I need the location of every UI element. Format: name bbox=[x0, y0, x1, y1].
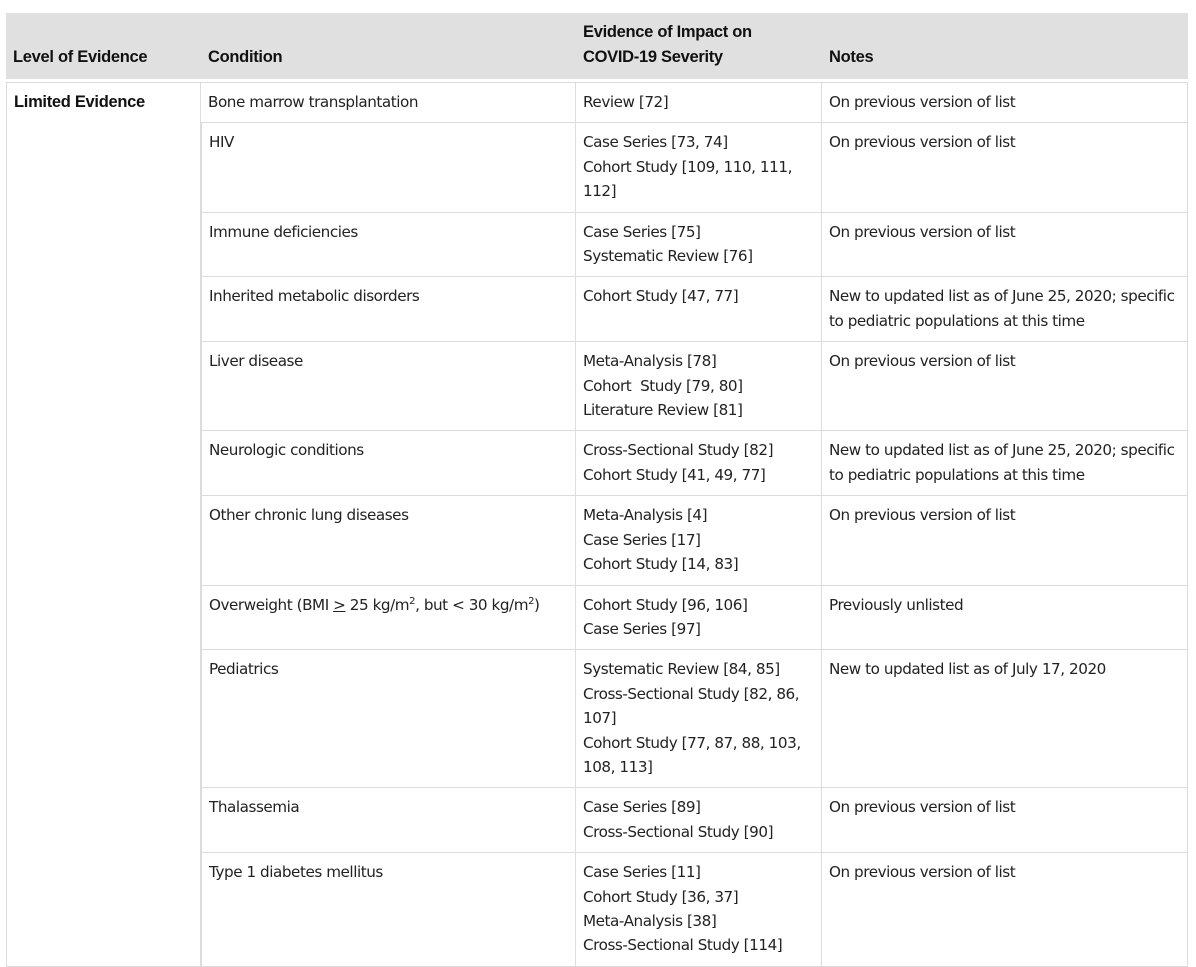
evidence-item: Case Series [17] bbox=[583, 530, 701, 549]
evidence-item: Cohort Study [77, 87, 88, 103, 108, 113] bbox=[583, 733, 801, 776]
condition-cell: Bone marrow transplantation bbox=[201, 83, 576, 123]
header-evidence-line2: COVID-19 Severity bbox=[583, 47, 723, 66]
notes-cell: On previous version of list bbox=[822, 342, 1188, 431]
evidence-cell bbox=[576, 788, 822, 853]
evidence-item: Meta-Analysis [78] bbox=[583, 352, 717, 371]
evidence-item: Cohort Study [36, 37] bbox=[583, 887, 739, 906]
condition-text-mid1: 25 kg/m bbox=[345, 595, 410, 614]
header-level: Level of Evidence bbox=[6, 13, 201, 79]
evidence-item: Systematic Review [76] bbox=[583, 247, 753, 266]
greater-equal-symbol: > bbox=[333, 595, 346, 614]
header-evidence-line1: Evidence of Impact on bbox=[583, 23, 752, 41]
evidence-cell bbox=[576, 586, 822, 651]
evidence-table bbox=[6, 13, 1188, 967]
table-row bbox=[6, 83, 1188, 123]
evidence-item: Systematic Review [84, 85] bbox=[583, 660, 780, 679]
condition-text-pre: Overweight (BMI bbox=[209, 595, 334, 614]
condition-cell: Pediatrics bbox=[201, 650, 576, 788]
notes-cell: New to updated list as of July 17, 2020 bbox=[822, 650, 1188, 788]
evidence-item: Cohort Study [41, 49, 77] bbox=[583, 465, 766, 484]
condition-cell: Inherited metabolic disorders bbox=[201, 277, 576, 342]
table-header bbox=[6, 13, 1188, 83]
superscript-2: 2 bbox=[528, 595, 534, 607]
evidence-table-container bbox=[6, 13, 1188, 967]
superscript-2: 2 bbox=[409, 595, 416, 607]
evidence-item: Literature Review [81] bbox=[583, 401, 743, 420]
evidence-item: Review [72] bbox=[583, 93, 669, 111]
evidence-item: Case Series [97] bbox=[583, 619, 701, 638]
condition-cell: HIV bbox=[201, 123, 576, 212]
evidence-cell bbox=[576, 650, 822, 788]
condition-cell bbox=[201, 586, 576, 651]
evidence-item: Cohort Study [109, 110, 111, 112] bbox=[583, 157, 792, 201]
notes-cell: On previous version of list bbox=[822, 853, 1188, 967]
condition-cell: Thalassemia bbox=[201, 788, 576, 853]
evidence-item: Case Series [73, 74] bbox=[583, 133, 728, 152]
condition-cell: Other chronic lung diseases bbox=[201, 496, 576, 585]
evidence-item: Meta-Analysis [4] bbox=[583, 506, 708, 525]
notes-cell: On previous version of list bbox=[822, 83, 1188, 123]
condition-cell: Neurologic conditions bbox=[201, 431, 576, 496]
notes-cell: New to updated list as of June 25, 2020; specific to pediatric populations at this time bbox=[822, 277, 1188, 342]
evidence-cell bbox=[576, 83, 822, 123]
evidence-item: Meta-Analysis [38] bbox=[583, 911, 717, 930]
evidence-cell bbox=[576, 213, 822, 278]
condition-cell: Immune deficiencies bbox=[201, 213, 576, 278]
evidence-cell bbox=[576, 496, 822, 585]
evidence-cell bbox=[576, 431, 822, 496]
notes-cell: On previous version of list bbox=[822, 213, 1188, 278]
level-cell: Limited Evidence bbox=[6, 83, 201, 967]
header-condition: Condition bbox=[201, 13, 576, 79]
condition-text-mid2: , but < 30 kg/m bbox=[415, 595, 529, 614]
notes-cell: Previously unlisted bbox=[822, 586, 1188, 651]
evidence-cell bbox=[576, 123, 822, 212]
evidence-item: Cross-Sectional Study [82] bbox=[583, 441, 774, 460]
evidence-cell bbox=[576, 277, 822, 342]
evidence-item: Cohort Study [79, 80] bbox=[583, 376, 743, 395]
evidence-item: Cohort Study [47, 77] bbox=[583, 287, 739, 306]
evidence-item: Cross-Sectional Study [82, 86, 107] bbox=[583, 684, 800, 728]
notes-cell: On previous version of list bbox=[822, 123, 1188, 212]
evidence-item: Cohort Study [14, 83] bbox=[583, 555, 739, 574]
notes-cell: On previous version of list bbox=[822, 788, 1188, 853]
evidence-item: Case Series [11] bbox=[583, 863, 701, 882]
evidence-item: Case Series [75] bbox=[583, 222, 701, 241]
condition-cell: Type 1 diabetes mellitus bbox=[201, 853, 576, 967]
header-evidence bbox=[576, 13, 822, 79]
evidence-item: Cross-Sectional Study [90] bbox=[583, 822, 774, 841]
header-notes: Notes bbox=[822, 13, 1188, 79]
condition-cell: Liver disease bbox=[201, 342, 576, 431]
evidence-cell bbox=[576, 853, 822, 967]
evidence-item: Cohort Study [96, 106] bbox=[583, 595, 748, 614]
evidence-item: Cross-Sectional Study [114] bbox=[583, 936, 783, 955]
notes-cell: New to updated list as of June 25, 2020; specific to pediatric populations at this time bbox=[822, 431, 1188, 496]
notes-cell: On previous version of list bbox=[822, 496, 1188, 585]
evidence-cell bbox=[576, 342, 822, 431]
evidence-item: Case Series [89] bbox=[583, 798, 701, 817]
condition-text-post: ) bbox=[534, 595, 540, 614]
